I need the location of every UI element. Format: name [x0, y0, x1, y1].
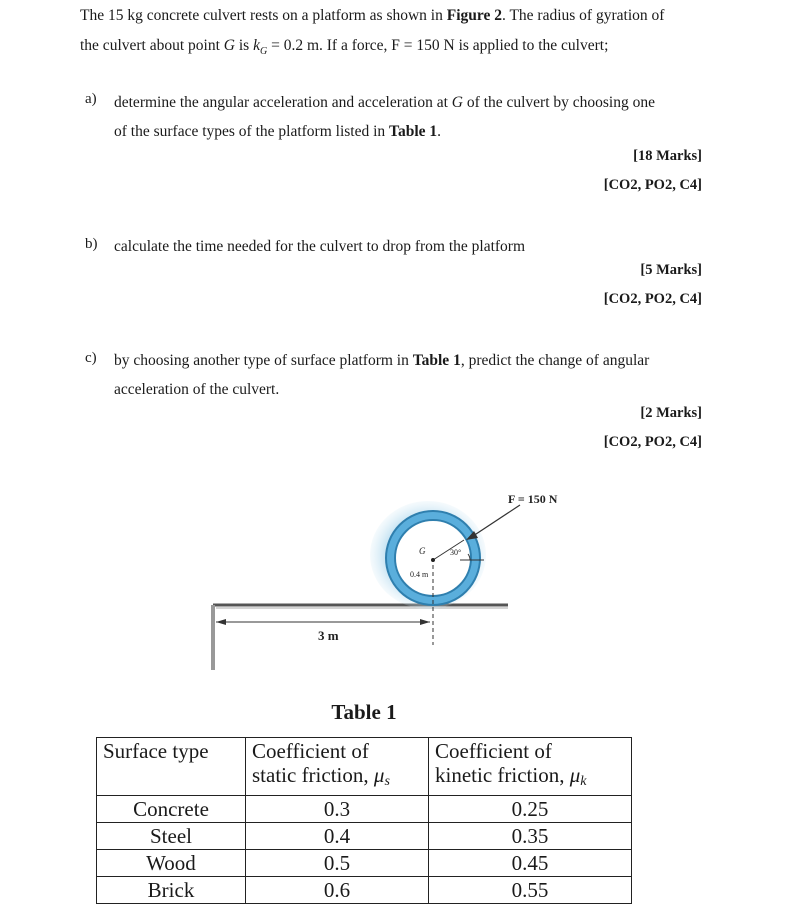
question-b-label: b) — [85, 236, 98, 252]
center-label: G — [419, 546, 426, 556]
table-row — [97, 850, 632, 877]
question-a-marks: [18 Marks] — [633, 148, 702, 164]
force-label: F = 150 N — [508, 492, 558, 506]
mu-subscript: k — [580, 774, 587, 789]
mu-subscript: s — [384, 774, 390, 789]
distance-label: 3 m — [318, 628, 339, 643]
question-c-label: c) — [85, 350, 97, 366]
question-text: of the surface types of the platform listed in — [114, 123, 390, 140]
cell-static: 0.6 — [246, 877, 429, 904]
header-kinetic-line-1: Coefficient of — [435, 739, 552, 763]
cell-kinetic: 0.55 — [429, 877, 632, 904]
table-reference: Table 1 — [389, 123, 438, 140]
angle-label: 30° — [450, 548, 462, 557]
header-static-line-2 — [252, 763, 422, 794]
point-g: G — [223, 37, 235, 54]
table-row — [97, 796, 632, 823]
question-b-line-1: calculate the time needed for the culvert to drop from the platform — [114, 238, 526, 255]
cell-kinetic: 0.25 — [429, 796, 632, 823]
force-arrow-shaft — [470, 505, 520, 538]
intro-line-2 — [80, 31, 608, 66]
header-static-friction — [246, 738, 429, 796]
intro-text: . The radius of gyration of — [501, 7, 665, 24]
table-row — [97, 823, 632, 850]
intro-text: The 15 kg concrete culvert rests on a platform as shown in — [80, 7, 447, 24]
radius-label: 0.4 m — [410, 570, 429, 579]
question-c-outcomes: [CO2, PO2, C4] — [603, 434, 702, 450]
intro-text: is — [234, 37, 254, 54]
center-point — [431, 558, 435, 562]
table-reference: Table 1 — [412, 352, 461, 369]
dimension-arrow-left — [216, 619, 226, 625]
header-static-line-1: Coefficient of — [252, 739, 369, 763]
question-text: . — [437, 123, 442, 140]
question-b-marks: [5 Marks] — [640, 262, 702, 278]
header-kinetic-text: kinetic friction, — [435, 763, 570, 787]
question-a-outcomes: [CO2, PO2, C4] — [603, 177, 702, 193]
header-static-text: static friction, — [252, 763, 374, 787]
question-c-marks: [2 Marks] — [640, 405, 702, 421]
question-a-line-2 — [114, 117, 441, 146]
intro-text: the culvert about point — [80, 37, 224, 54]
k-symbol: k — [253, 37, 260, 54]
cell-kinetic: 0.45 — [429, 850, 632, 877]
question-a-label: a) — [85, 91, 97, 107]
cell-surface: Wood — [97, 850, 246, 877]
question-text: , predict the change of angular — [460, 352, 650, 369]
cell-surface: Brick — [97, 877, 246, 904]
cell-static: 0.3 — [246, 796, 429, 823]
dimension-arrow-right — [420, 619, 430, 625]
culvert-figure — [0, 480, 798, 690]
table-header-row — [97, 738, 632, 796]
point-g: G — [451, 94, 463, 111]
friction-table — [96, 737, 632, 904]
header-surface-type: Surface type — [97, 738, 246, 796]
question-text: determine the angular acceleration and acceleration at — [114, 94, 452, 111]
mu-symbol: μ — [569, 763, 581, 787]
question-text: by choosing another type of surface platform in — [114, 352, 413, 369]
cell-static: 0.4 — [246, 823, 429, 850]
k-subscript: G — [259, 46, 268, 58]
question-text: of the culvert by choosing one — [463, 94, 655, 111]
intro-text: = 0.2 m. If a force, F = 150 N is applied to the culvert; — [267, 37, 609, 54]
question-c-line-2: acceleration of the culvert. — [114, 381, 280, 398]
cell-surface: Concrete — [97, 796, 246, 823]
question-a-line-1 — [114, 88, 655, 117]
figure-reference: Figure 2 — [446, 7, 502, 24]
question-b-outcomes: [CO2, PO2, C4] — [603, 291, 702, 307]
intro-line-1 — [80, 1, 664, 30]
cell-static: 0.5 — [246, 850, 429, 877]
header-kinetic-line-2 — [435, 763, 625, 794]
mu-symbol: μ — [373, 763, 385, 787]
header-kinetic-friction — [429, 738, 632, 796]
cell-kinetic: 0.35 — [429, 823, 632, 850]
cell-surface: Steel — [97, 823, 246, 850]
table-title: Table 1 — [331, 700, 397, 724]
table-row — [97, 877, 632, 904]
question-c-line-1 — [114, 346, 649, 375]
